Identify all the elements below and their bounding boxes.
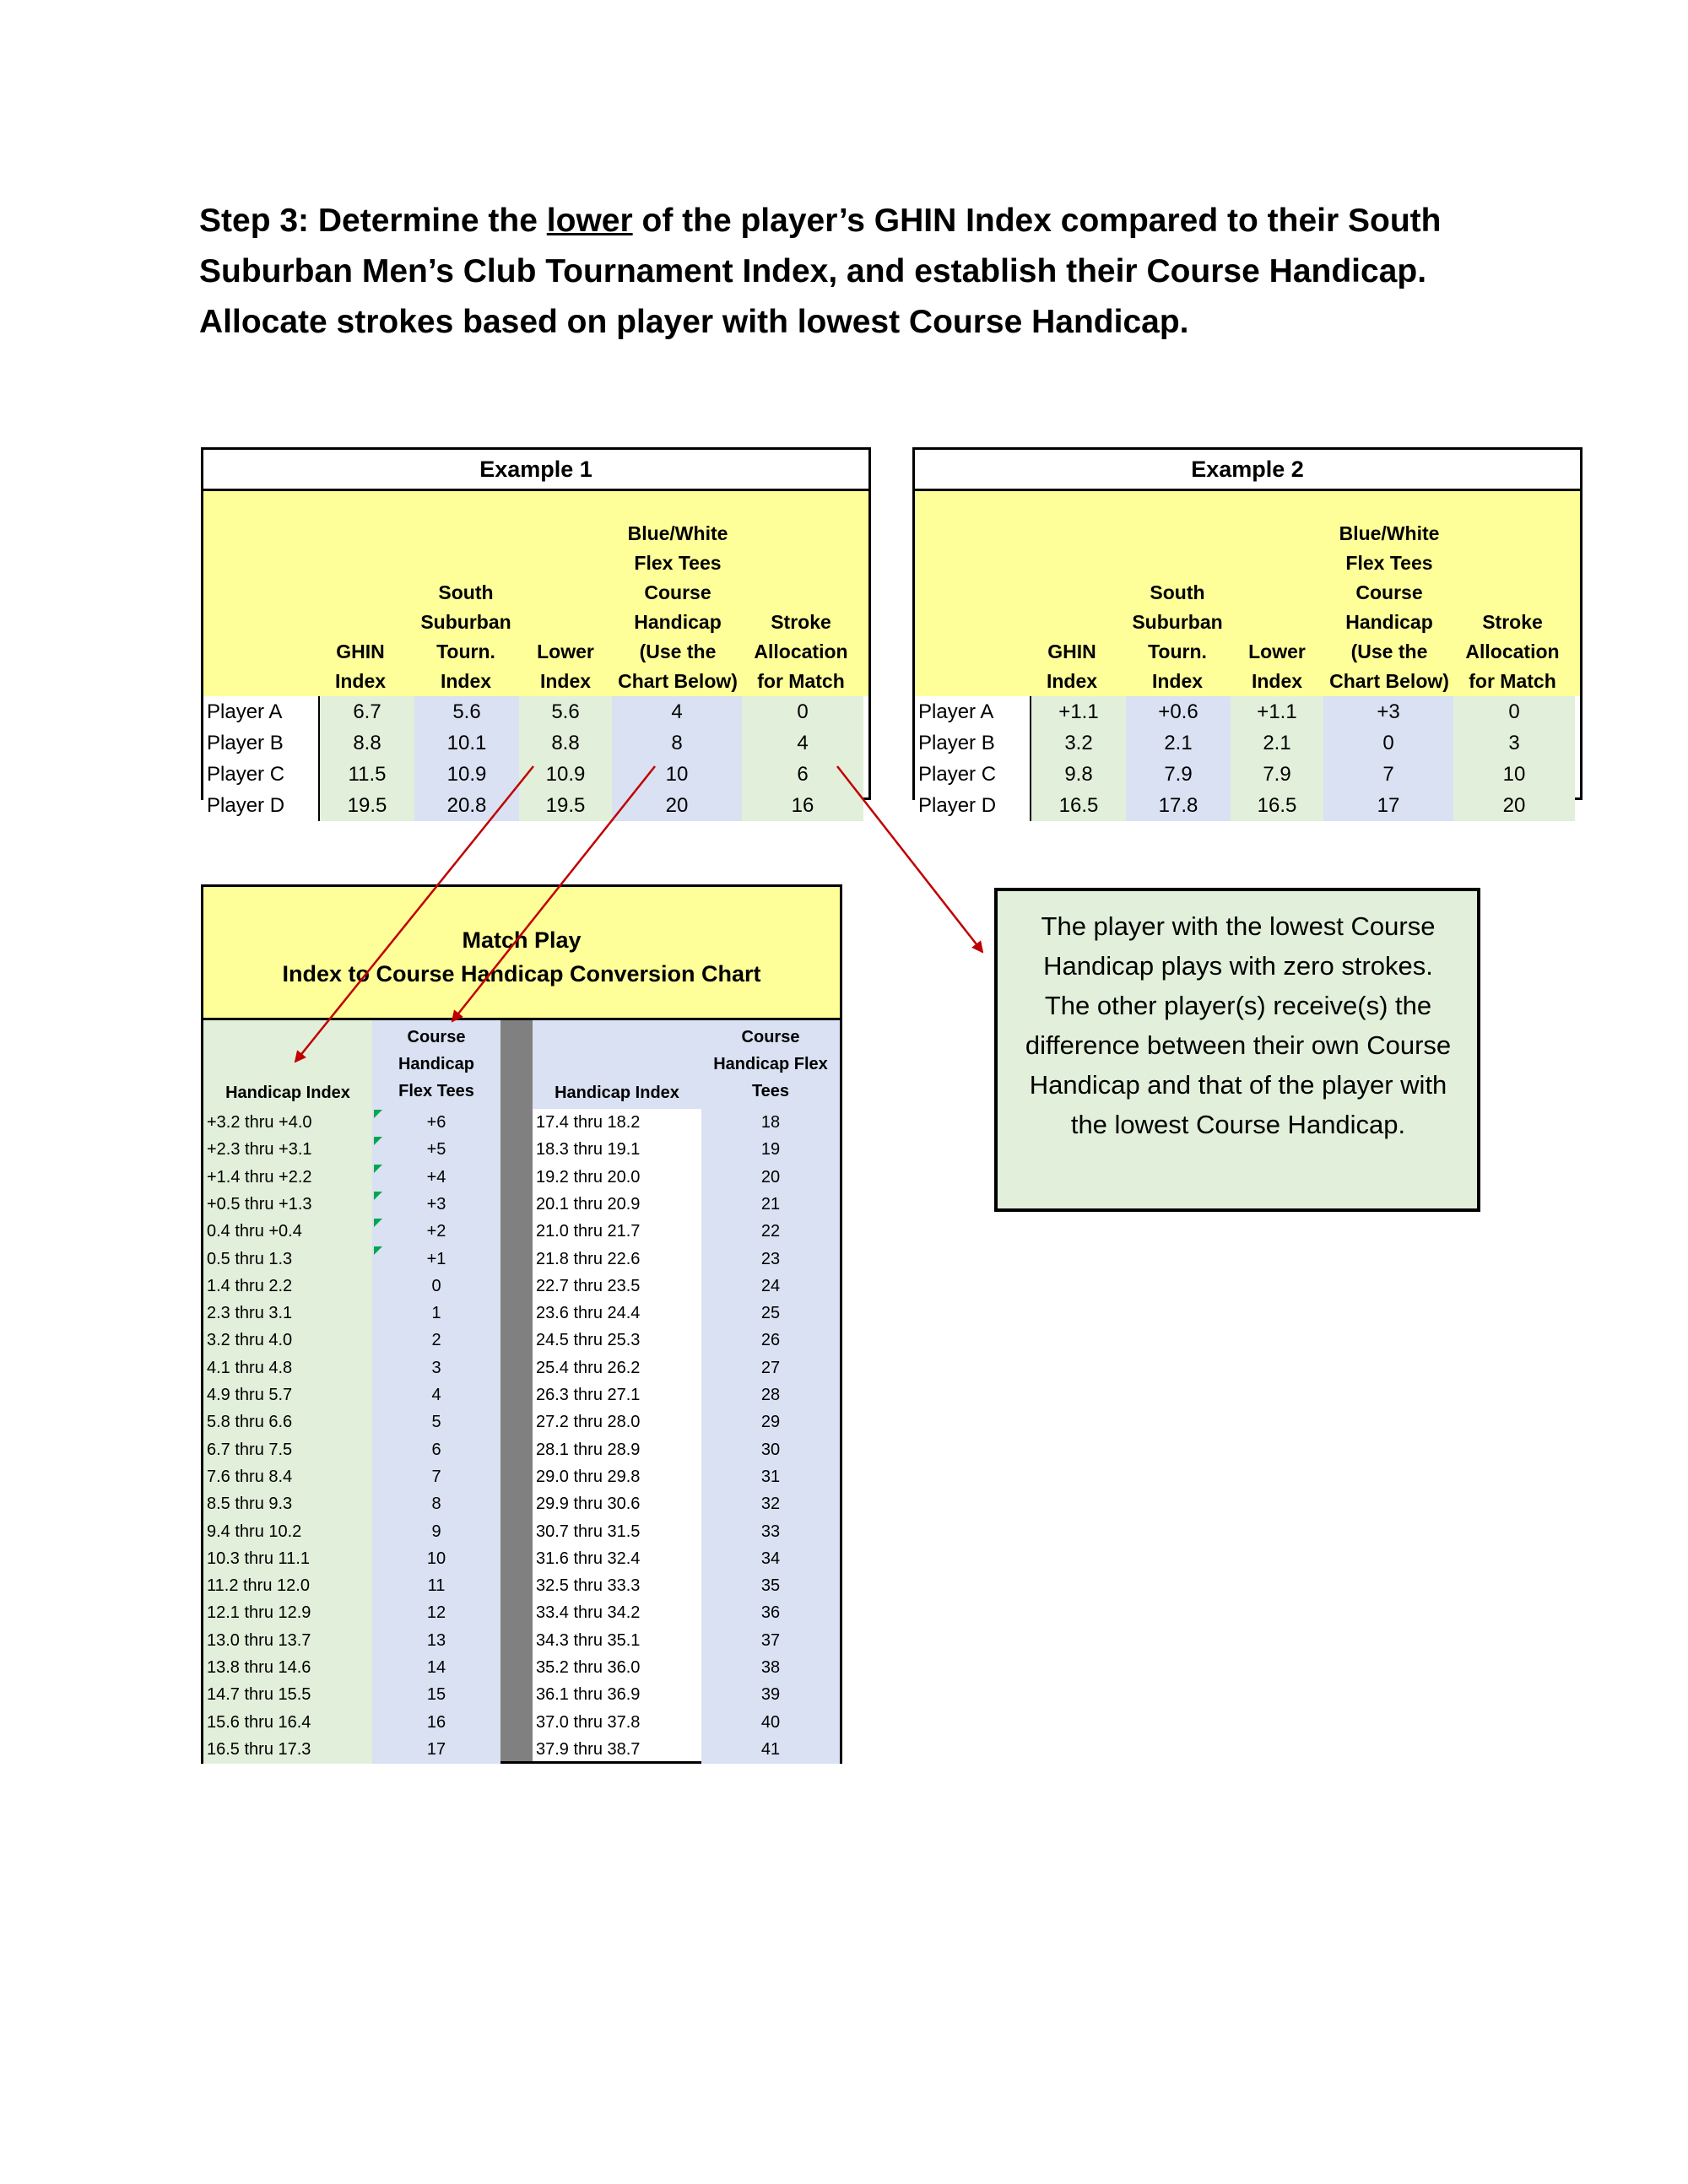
right-handicap-cell: 22 xyxy=(701,1218,840,1246)
right-handicap-cell: 30 xyxy=(701,1436,840,1464)
heading-part1: Step 3: Determine the xyxy=(199,203,547,239)
left-handicap-cell: 13 xyxy=(372,1627,500,1655)
right-handicap-cell: 39 xyxy=(701,1681,840,1709)
ghin-cell: 9.8 xyxy=(1031,759,1126,790)
stroke-cell: 10 xyxy=(1453,759,1575,790)
lower-cell: 16.5 xyxy=(1231,790,1323,821)
left-index-cell: +0.5 thru +1.3 xyxy=(203,1191,372,1219)
left-index-cell: +3.2 thru +4.0 xyxy=(203,1109,372,1137)
left-index-cell: 10.3 thru 11.1 xyxy=(203,1545,372,1573)
left-index-cell: 8.5 thru 9.3 xyxy=(203,1490,372,1518)
header-lower: Lower Index xyxy=(1248,641,1306,692)
left-handicap-cell: 0 xyxy=(372,1273,500,1300)
header-stroke: Stroke Allocation for Match xyxy=(1465,611,1560,692)
lower-cell: 5.6 xyxy=(519,696,612,727)
tourn-cell: +0.6 xyxy=(1126,696,1231,727)
chart-title-line2: Index to Course Handicap Conversion Chart xyxy=(282,961,761,987)
course-cell: 8 xyxy=(612,727,742,759)
ghin-cell: 16.5 xyxy=(1031,790,1126,821)
arrow-to-note xyxy=(837,766,982,952)
right-handicap-cell: 20 xyxy=(701,1164,840,1192)
right-index-cell: 29.9 thru 30.6 xyxy=(536,1495,641,1514)
course-cell: 10 xyxy=(612,759,742,790)
right-index-cell: 18.3 thru 19.1 xyxy=(536,1140,641,1160)
right-index-cell: 23.6 thru 24.4 xyxy=(536,1304,641,1323)
left-handicap-cell: 16 xyxy=(372,1709,500,1737)
chart-title-line1: Match Play xyxy=(462,927,582,953)
left-handicap-cell: 12 xyxy=(372,1599,500,1627)
lower-cell: 2.1 xyxy=(1231,727,1323,759)
right-handicap-cell: 29 xyxy=(701,1408,840,1436)
left-handicap-cell: 17 xyxy=(372,1736,500,1764)
left-handicap-cell: 9 xyxy=(372,1518,500,1546)
left-col-header-handicap: Course Handicap Flex Tees xyxy=(398,1028,475,1100)
left-handicap-cell: 1 xyxy=(372,1300,500,1327)
left-handicap-cell: +2 xyxy=(372,1218,500,1246)
lower-cell: 8.8 xyxy=(519,727,612,759)
left-index-cell: +1.4 thru +2.2 xyxy=(203,1164,372,1192)
right-index-cell: 37.9 thru 38.7 xyxy=(536,1739,641,1759)
right-index-cell: 30.7 thru 31.5 xyxy=(536,1522,641,1541)
right-index-cell: 17.4 thru 18.2 xyxy=(536,1113,641,1132)
left-index-cell: 11.2 thru 12.0 xyxy=(203,1572,372,1600)
right-handicap-cell: 33 xyxy=(701,1518,840,1546)
player-name: Player A xyxy=(203,696,320,727)
right-handicap-cell: 23 xyxy=(701,1246,840,1273)
tourn-cell: 17.8 xyxy=(1126,790,1231,821)
arrow-to-handicap-column xyxy=(452,766,655,1021)
right-handicap-cell: 35 xyxy=(701,1572,840,1600)
example-2-title: Example 2 xyxy=(915,450,1580,491)
left-index-cell: 9.4 thru 10.2 xyxy=(203,1518,372,1546)
header-ghin: GHIN Index xyxy=(1046,641,1098,692)
header-ghin: GHIN Index xyxy=(334,641,387,692)
right-index-cell: 28.1 thru 28.9 xyxy=(536,1440,641,1459)
right-index-cell: 27.2 thru 28.0 xyxy=(536,1413,641,1432)
left-handicap-cell: 7 xyxy=(372,1463,500,1491)
right-handicap-cell: 21 xyxy=(701,1191,840,1219)
right-index-cell: 34.3 thru 35.1 xyxy=(536,1630,641,1650)
course-cell: 20 xyxy=(612,790,742,821)
tourn-cell: 7.9 xyxy=(1126,759,1231,790)
left-index-cell: 5.8 thru 6.6 xyxy=(203,1408,372,1436)
right-index-cell: 35.2 thru 36.0 xyxy=(536,1658,641,1677)
right-index-cell: 26.3 thru 27.1 xyxy=(536,1386,641,1404)
left-handicap-cell: 2 xyxy=(372,1327,500,1354)
left-index-cell: 2.3 thru 3.1 xyxy=(203,1300,372,1327)
left-handicap-cell: +1 xyxy=(372,1246,500,1273)
course-cell: 0 xyxy=(1323,727,1453,759)
right-index-cell: 24.5 thru 25.3 xyxy=(536,1331,641,1350)
left-handicap-cell: 11 xyxy=(372,1572,500,1600)
course-cell: 17 xyxy=(1323,790,1453,821)
right-handicap-cell: 36 xyxy=(701,1599,840,1627)
example-1-title: Example 1 xyxy=(203,450,868,491)
lower-cell: 19.5 xyxy=(519,790,612,821)
right-index-cell: 31.6 thru 32.4 xyxy=(536,1549,641,1568)
right-index-cell: 20.1 thru 20.9 xyxy=(536,1194,641,1214)
stroke-cell: 0 xyxy=(1453,696,1575,727)
header-course: Blue/White Flex Tees Course Handicap (Use the Chart Below) xyxy=(618,522,738,692)
right-handicap-cell: 25 xyxy=(701,1300,840,1327)
right-handicap-cell: 26 xyxy=(701,1327,840,1354)
right-handicap-cell: 28 xyxy=(701,1381,840,1409)
right-handicap-cell: 34 xyxy=(701,1545,840,1573)
left-index-cell: 4.1 thru 4.8 xyxy=(203,1354,372,1382)
player-name: Player D xyxy=(915,790,1031,821)
tourn-cell: 5.6 xyxy=(414,696,519,727)
right-handicap-cell: 37 xyxy=(701,1627,840,1655)
tourn-cell: 10.9 xyxy=(414,759,519,790)
tourn-cell: 10.1 xyxy=(414,727,519,759)
left-index-cell: 6.7 thru 7.5 xyxy=(203,1436,372,1464)
course-cell: 4 xyxy=(612,696,742,727)
left-handicap-cell: +5 xyxy=(372,1136,500,1164)
left-index-cell: 13.0 thru 13.7 xyxy=(203,1627,372,1655)
right-index-cell: 36.1 thru 36.9 xyxy=(536,1685,641,1705)
ghin-cell: 6.7 xyxy=(320,696,414,727)
ghin-cell: 11.5 xyxy=(320,759,414,790)
left-col-header-index: Handicap Index xyxy=(225,1084,350,1102)
left-handicap-cell: 5 xyxy=(372,1408,500,1436)
stroke-cell: 4 xyxy=(742,727,863,759)
right-index-cell: 32.5 thru 33.3 xyxy=(536,1576,641,1596)
course-cell: +3 xyxy=(1323,696,1453,727)
lower-cell: 7.9 xyxy=(1231,759,1323,790)
left-index-cell: 12.1 thru 12.9 xyxy=(203,1599,372,1627)
heading-part2: of the player’s GHIN Index compared to their South Suburban Men’s Club Tournament Index, and establish their Course Handicap. Allocate strokes based on player with lowest Course Handicap. xyxy=(199,203,1442,340)
left-index-cell: 1.4 thru 2.2 xyxy=(203,1273,372,1300)
right-handicap-cell: 41 xyxy=(701,1736,840,1764)
left-index-cell: 14.7 thru 15.5 xyxy=(203,1681,372,1709)
left-index-cell: 0.4 thru +0.4 xyxy=(203,1218,372,1246)
left-handicap-cell: 15 xyxy=(372,1681,500,1709)
left-index-cell: 7.6 thru 8.4 xyxy=(203,1463,372,1491)
right-handicap-cell: 18 xyxy=(701,1109,840,1137)
left-handicap-cell: +6 xyxy=(372,1109,500,1137)
header-lower: Lower Index xyxy=(537,641,594,692)
left-index-cell: +2.3 thru +3.1 xyxy=(203,1136,372,1164)
player-name: Player B xyxy=(915,727,1031,759)
right-handicap-cell: 40 xyxy=(701,1709,840,1737)
stroke-cell: 20 xyxy=(1453,790,1575,821)
right-index-cell: 22.7 thru 23.5 xyxy=(536,1276,641,1295)
left-handicap-cell: 14 xyxy=(372,1654,500,1682)
right-index-cell: 25.4 thru 26.2 xyxy=(536,1358,641,1377)
lower-cell: +1.1 xyxy=(1231,696,1323,727)
right-col-header-handicap: Course Handicap Flex Tees xyxy=(713,1028,828,1100)
right-index-cell: 37.0 thru 37.8 xyxy=(536,1712,641,1732)
ghin-cell: 3.2 xyxy=(1031,727,1126,759)
lower-cell: 10.9 xyxy=(519,759,612,790)
left-handicap-cell: 3 xyxy=(372,1354,500,1382)
right-index-cell: 33.4 thru 34.2 xyxy=(536,1603,641,1623)
left-index-cell: 15.6 thru 16.4 xyxy=(203,1709,372,1737)
header-tourn: South Suburban Tourn. Index xyxy=(1132,581,1223,692)
ghin-cell: +1.1 xyxy=(1031,696,1126,727)
ghin-cell: 19.5 xyxy=(320,790,414,821)
header-stroke: Stroke Allocation for Match xyxy=(754,611,848,692)
left-index-cell: 13.8 thru 14.6 xyxy=(203,1654,372,1682)
player-name: Player D xyxy=(203,790,320,821)
right-index-cell: 19.2 thru 20.0 xyxy=(536,1167,641,1187)
stroke-cell: 6 xyxy=(742,759,863,790)
stroke-cell: 16 xyxy=(742,790,863,821)
left-handicap-cell: 8 xyxy=(372,1490,500,1518)
right-handicap-cell: 24 xyxy=(701,1273,840,1300)
player-name: Player C xyxy=(203,759,320,790)
player-name: Player C xyxy=(915,759,1031,790)
arrow-to-index-column xyxy=(295,766,533,1062)
stroke-cell: 0 xyxy=(742,696,863,727)
right-index-cell: 21.0 thru 21.7 xyxy=(536,1222,641,1241)
stroke-cell: 3 xyxy=(1453,727,1575,759)
tourn-cell: 2.1 xyxy=(1126,727,1231,759)
left-index-cell: 3.2 thru 4.0 xyxy=(203,1327,372,1354)
left-index-cell: 16.5 thru 17.3 xyxy=(203,1736,372,1764)
left-handicap-cell: +3 xyxy=(372,1191,500,1219)
left-handicap-cell: 4 xyxy=(372,1381,500,1409)
left-handicap-cell: +4 xyxy=(372,1164,500,1192)
right-handicap-cell: 38 xyxy=(701,1654,840,1682)
right-handicap-cell: 27 xyxy=(701,1354,840,1382)
heading-underlined-word: lower xyxy=(546,203,633,239)
course-cell: 7 xyxy=(1323,759,1453,790)
left-handicap-cell: 6 xyxy=(372,1436,500,1464)
note-text: The player with the lowest Course Handicap plays with zero strokes. The other player(s) receive(s) the difference between their own Course Handicap and that of the player with the lowest Course Handicap. xyxy=(1025,911,1452,1139)
left-index-cell: 4.9 thru 5.7 xyxy=(203,1381,372,1409)
header-course: Blue/White Flex Tees Course Handicap (Use the Chart Below) xyxy=(1329,522,1449,692)
right-handicap-cell: 31 xyxy=(701,1463,840,1491)
right-index-cell: 21.8 thru 22.6 xyxy=(536,1249,641,1268)
left-index-cell: 0.5 thru 1.3 xyxy=(203,1246,372,1273)
right-handicap-cell: 19 xyxy=(701,1136,840,1164)
right-handicap-cell: 32 xyxy=(701,1490,840,1518)
header-tourn: South Suburban Tourn. Index xyxy=(420,581,511,692)
right-col-header-index: Handicap Index xyxy=(555,1084,679,1102)
left-handicap-cell: 10 xyxy=(372,1545,500,1573)
ghin-cell: 8.8 xyxy=(320,727,414,759)
tourn-cell: 20.8 xyxy=(414,790,519,821)
player-name: Player B xyxy=(203,727,320,759)
player-name: Player A xyxy=(915,696,1031,727)
right-index-cell: 29.0 thru 29.8 xyxy=(536,1467,641,1486)
